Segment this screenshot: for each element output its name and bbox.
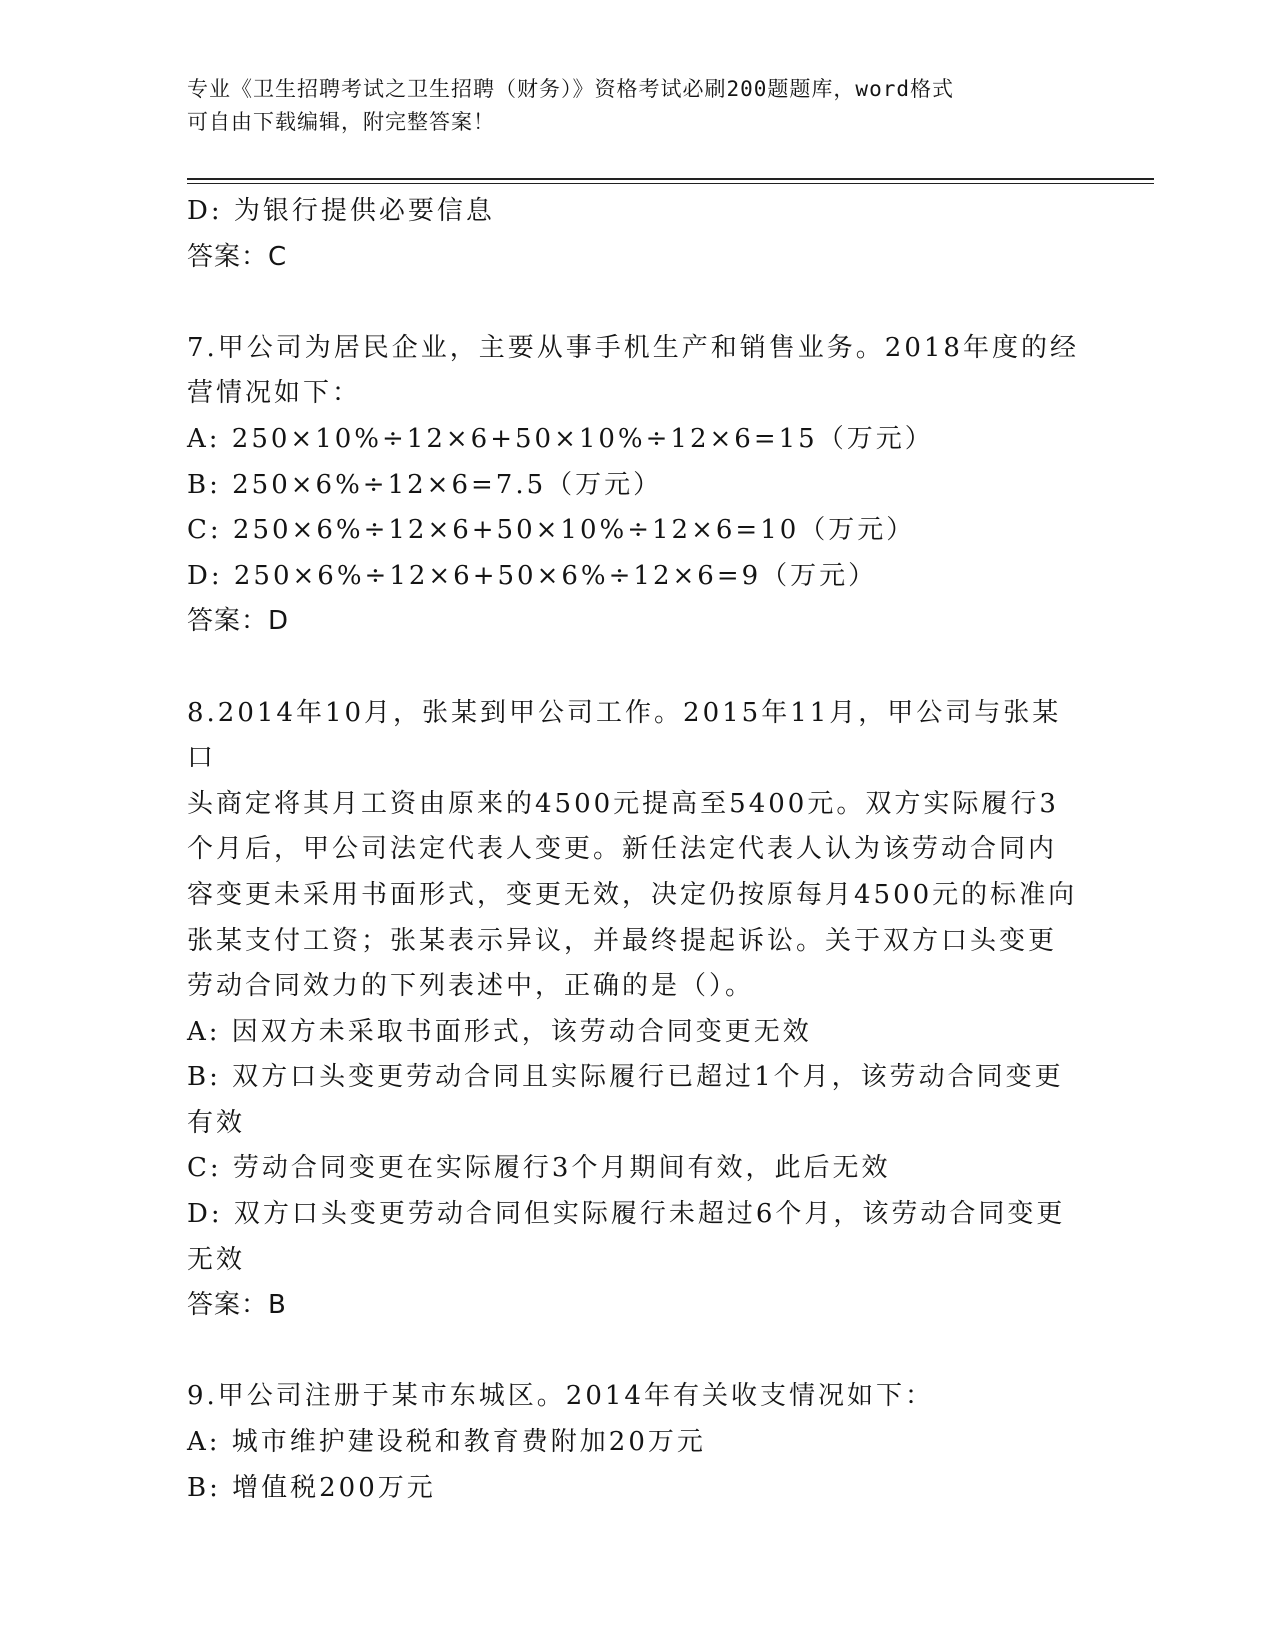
question-7-answer: 答案：D: [187, 606, 290, 637]
question-8-stem-cont: 劳动合同效力的下列表述中，正确的是（）。: [187, 971, 755, 1002]
header-divider-thick: [187, 178, 1154, 180]
question-9-stem: 9.甲公司注册于某市东城区。2014年有关收支情况如下：: [187, 1381, 934, 1412]
spacer: [187, 280, 1087, 326]
header-divider-thin: [187, 183, 1154, 184]
question-8-option-a: A: 因双方未采取书面形式，该劳动合同变更无效: [187, 1016, 812, 1047]
question-8-stem-cont: 容变更未采用书面形式，变更无效，决定仍按原每月4500元的标准向: [187, 879, 1078, 910]
question-8-option-c: C: 劳动合同变更在实际履行3个月期间有效，此后无效: [187, 1153, 891, 1184]
question-8-option-b: B: 双方口头变更劳动合同且实际履行已超过1个月，该劳动合同变更: [187, 1062, 1064, 1093]
question-7-option-b: B: 250×6%÷12×6=7.5（万元）: [187, 469, 663, 500]
question-8-stem-cont: 个月后，甲公司法定代表人变更。新任法定代表人认为该劳动合同内: [187, 834, 1058, 865]
question-8-option-d: D: 双方口头变更劳动合同但实际履行未超过6个月，该劳动合同变更: [187, 1199, 1066, 1230]
question-8-answer: 答案：B: [187, 1290, 287, 1321]
document-header: [187, 73, 1067, 139]
question-8-stem-cont: 张某支付工资；张某表示异议，并最终提起诉讼。关于双方口头变更: [187, 925, 1058, 956]
document-body: [187, 189, 1087, 1511]
spacer: [187, 645, 1087, 691]
question-7-option-c: C: 250×6%÷12×6+50×10%÷12×6=10（万元）: [187, 515, 916, 546]
question-9-option-b: B: 增值税200万元: [187, 1472, 436, 1503]
question-6-option-d: D: 为银行提供必要信息: [187, 196, 495, 226]
question-7-stem-cont: 营情况如下：: [187, 378, 362, 409]
header-line-1: 专业《卫生招聘考试之卫生招聘（财务）》资格考试必刷200题题库，word格式: [187, 77, 954, 101]
question-7-stem: 7.甲公司为居民企业，主要从事手机生产和销售业务。2018年度的经: [187, 332, 1079, 363]
question-9-option-a: A: 城市维护建设税和教育费附加20万元: [187, 1427, 706, 1458]
question-6-answer: 答案：C: [187, 241, 288, 272]
question-8-stem-cont: 头商定将其月工资由原来的4500元提高至5400元。双方实际履行3: [187, 788, 1059, 819]
header-line-2: 可自由下载编辑，附完整答案！: [187, 110, 495, 134]
question-8-stem: 8.2014年10月，张某到甲公司工作。2015年11月，甲公司与张某口: [187, 697, 1062, 774]
spacer: [187, 1329, 1087, 1375]
question-8-option-d-cont: 无效: [187, 1244, 246, 1275]
question-8-option-b-cont: 有效: [187, 1107, 246, 1138]
question-7-option-d: D: 250×6%÷12×6+50×6%÷12×6=9（万元）: [187, 560, 878, 591]
question-7-option-a: A: 250×10%÷12×6+50×10%÷12×6=15（万元）: [187, 423, 934, 454]
